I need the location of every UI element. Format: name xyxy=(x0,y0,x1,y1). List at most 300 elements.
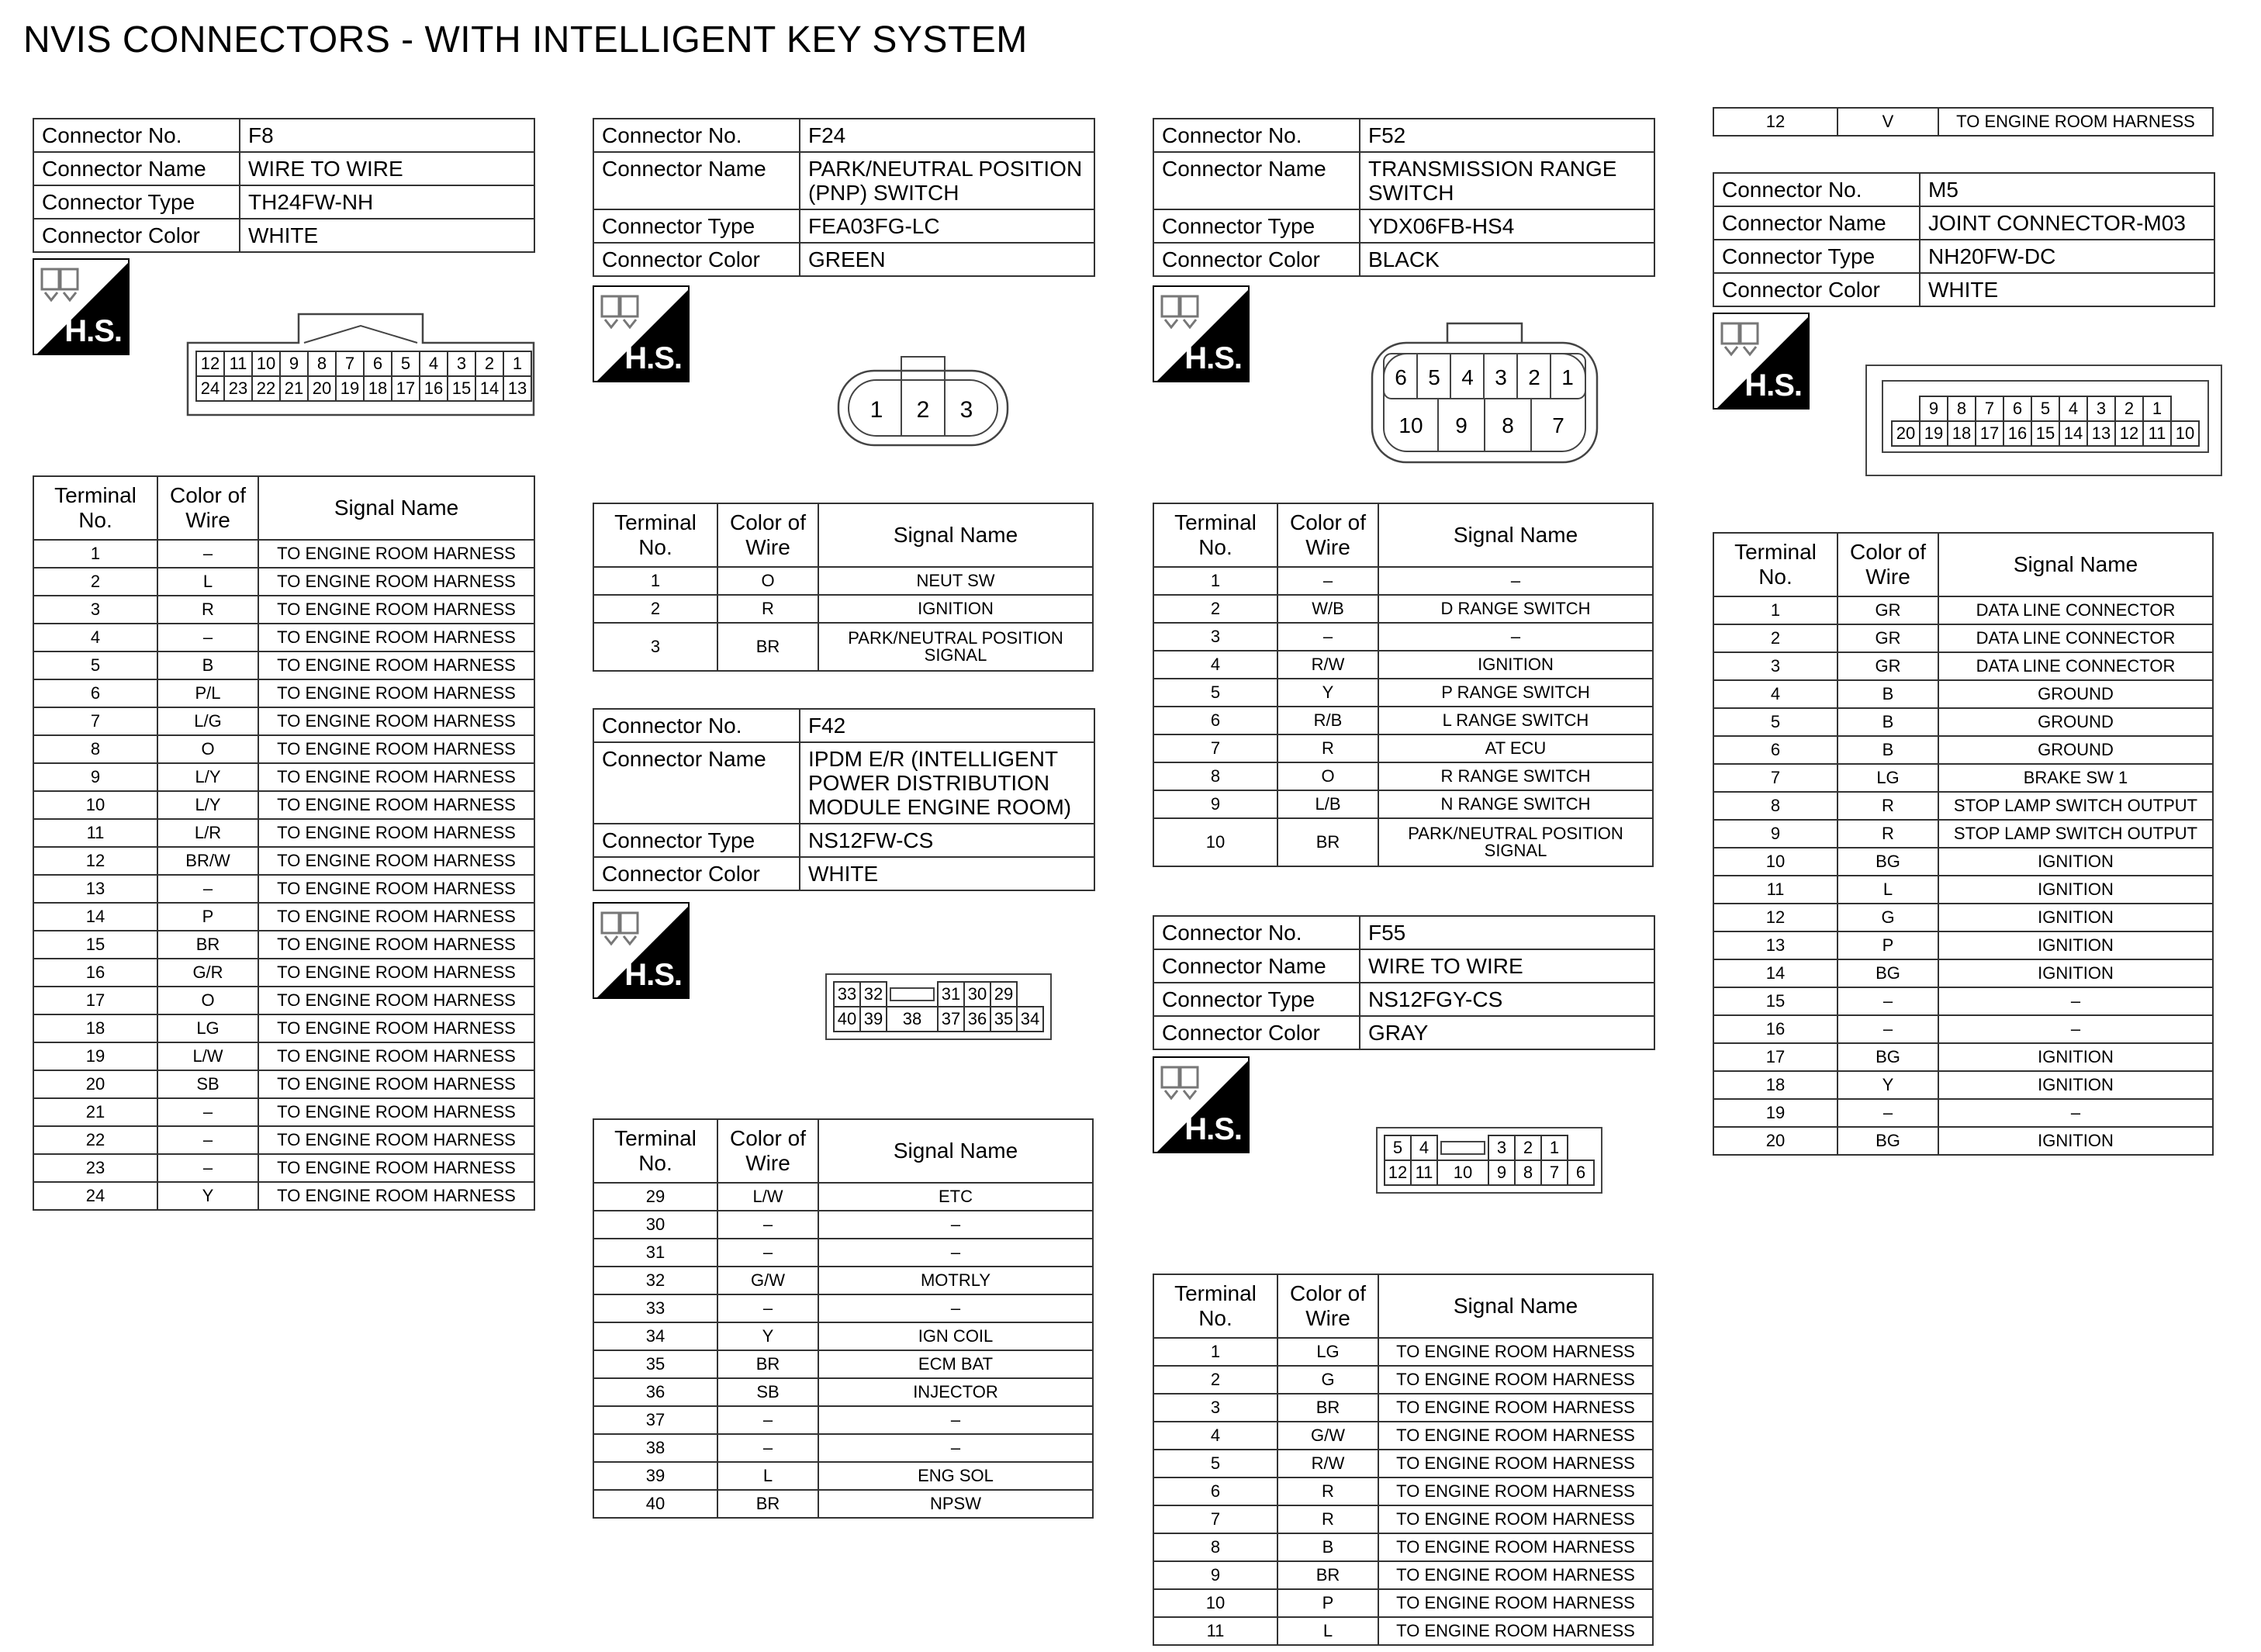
connector-pin: 15 xyxy=(2031,421,2059,446)
signal-name-cell: AT ECU xyxy=(1378,734,1653,762)
connector-pin: 9 xyxy=(1488,1160,1515,1185)
table-row xyxy=(33,791,534,819)
wire-color-cell: R/W xyxy=(1277,651,1378,679)
terminal-cell: 13 xyxy=(33,875,157,903)
connector-pin: 18 xyxy=(1948,421,1976,446)
terminal-cell: 21 xyxy=(33,1098,157,1126)
f42-connector-type: NS12FW-CS xyxy=(800,824,1094,857)
terminal-cell: 30 xyxy=(593,1211,717,1239)
connector-pin: 40 xyxy=(834,1007,860,1032)
f42-info-table: Connector No. F42 Connector Name IPDM E/R (INTELLIGENT POWER DISTRIBUTION MODULE ENGINE ROOM) Connector Type NS12FW-CS Connector Color WHITE xyxy=(593,708,1095,891)
wire-color-cell: L/W xyxy=(157,1042,258,1070)
terminal-cell: 11 xyxy=(33,819,157,847)
table-row xyxy=(593,1462,1093,1490)
table-row xyxy=(1713,792,2213,820)
table-row xyxy=(1153,1422,1653,1450)
wire-color-cell: B xyxy=(1837,708,1938,736)
wire-color-cell: G/W xyxy=(1277,1422,1378,1450)
wire-color-cell: R/B xyxy=(1277,707,1378,734)
connector-pin: 6 xyxy=(2003,396,2031,421)
wire-color-cell: BR xyxy=(1277,818,1378,866)
signal-name-cell: TO ENGINE ROOM HARNESS xyxy=(258,875,534,903)
connector-pin: 37 xyxy=(938,1007,964,1032)
table-row xyxy=(1713,108,2213,136)
harness-side-icon: H.S. xyxy=(593,285,690,382)
connector-pin: 12 xyxy=(2115,421,2143,446)
signal-name-cell: ENG SOL xyxy=(818,1462,1093,1490)
m5-connector-color: WHITE xyxy=(1920,273,2214,306)
signal-name-cell: GROUND xyxy=(1938,708,2213,736)
table-row xyxy=(1713,680,2213,708)
table-row xyxy=(1153,762,1653,790)
signal-name-cell: TO ENGINE ROOM HARNESS xyxy=(258,540,534,568)
table-row xyxy=(33,707,534,735)
wire-color-cell: G xyxy=(1837,904,1938,931)
f55-connector-face xyxy=(1376,1127,1602,1194)
signal-name-cell: DATA LINE CONNECTOR xyxy=(1938,652,2213,680)
terminal-cell: 18 xyxy=(1713,1071,1837,1099)
connector-key-slot xyxy=(890,987,935,1001)
terminal-cell: 12 xyxy=(1713,108,1837,136)
signal-name-cell: STOP LAMP SWITCH OUTPUT xyxy=(1938,792,2213,820)
connector-pin: 36 xyxy=(964,1007,990,1032)
signal-name-cell: TO ENGINE ROOM HARNESS xyxy=(258,1098,534,1126)
table-row xyxy=(1713,931,2213,959)
connector-pin: 13 xyxy=(503,376,531,401)
terminal-cell: 20 xyxy=(1713,1127,1837,1155)
table-row xyxy=(1153,595,1653,623)
connector-pin: 3 xyxy=(1488,1135,1515,1160)
terminal-cell: 15 xyxy=(1713,987,1837,1015)
terminal-cell: 39 xyxy=(593,1462,717,1490)
wire-color-cell: P xyxy=(157,903,258,931)
table-row xyxy=(1713,764,2213,792)
connector-pin: 30 xyxy=(964,982,990,1007)
terminal-cell: 6 xyxy=(1713,736,1837,764)
connector-pin: 8 xyxy=(1502,413,1514,437)
table-row xyxy=(33,931,534,959)
signal-name-cell: TO ENGINE ROOM HARNESS xyxy=(258,624,534,651)
table-row xyxy=(33,1182,534,1210)
connector-pin: 19 xyxy=(336,376,364,401)
wire-color-cell: O xyxy=(157,987,258,1014)
terminal-cell: 5 xyxy=(1713,708,1837,736)
f55-info-table: Connector No. F55 Connector Name WIRE TO WIRE Connector Type NS12FGY-CS Connector Color GRAY xyxy=(1153,915,1655,1050)
table-row xyxy=(33,735,534,763)
table-row xyxy=(33,596,534,624)
wire-color-cell: L xyxy=(157,568,258,596)
terminal-cell: 19 xyxy=(33,1042,157,1070)
connector-pin: 8 xyxy=(308,351,336,376)
signal-name-cell: DATA LINE CONNECTOR xyxy=(1938,596,2213,624)
signal-name-cell: IGNITION xyxy=(1378,651,1653,679)
terminal-cell: 29 xyxy=(593,1183,717,1211)
signal-name-cell: TO ENGINE ROOM HARNESS xyxy=(258,847,534,875)
table-row xyxy=(33,847,534,875)
table-row xyxy=(1713,820,2213,848)
f24-connector-type: FEA03FG-LC xyxy=(800,209,1094,243)
connector-pin: 31 xyxy=(938,982,964,1007)
connector-pin: 3 xyxy=(448,351,475,376)
connector-pin: 24 xyxy=(196,376,224,401)
f24-connector-name: PARK/NEUTRAL POSITION (PNP) SWITCH xyxy=(800,152,1094,209)
connector-pin: 1 xyxy=(1561,365,1574,389)
f24-connector-no: F24 xyxy=(800,119,1094,152)
terminal-cell: 24 xyxy=(33,1182,157,1210)
signal-name-cell: TO ENGINE ROOM HARNESS xyxy=(258,651,534,679)
wire-color-cell: R xyxy=(157,596,258,624)
connector-pin: 10 xyxy=(252,351,280,376)
signal-name-cell: INJECTOR xyxy=(818,1378,1093,1406)
terminal-cell: 9 xyxy=(33,763,157,791)
signal-name-cell: IGNITION xyxy=(1938,959,2213,987)
wire-color-cell: – xyxy=(717,1211,818,1239)
wire-color-cell: L xyxy=(1277,1617,1378,1645)
connector-pin: 7 xyxy=(1976,396,2003,421)
terminal-cell: 17 xyxy=(1713,1043,1837,1071)
terminal-cell: 10 xyxy=(1153,818,1277,866)
connector-pin: 29 xyxy=(990,982,1017,1007)
connector-pin: 35 xyxy=(990,1007,1017,1032)
terminal-cell: 8 xyxy=(33,735,157,763)
terminal-cell: 4 xyxy=(33,624,157,651)
table-row xyxy=(593,1294,1093,1322)
terminal-cell: 3 xyxy=(33,596,157,624)
f24-pin: 3 xyxy=(959,397,973,423)
signal-name-cell: L RANGE SWITCH xyxy=(1378,707,1653,734)
f55-connector-no: F55 xyxy=(1360,916,1654,949)
wire-color-cell: BR xyxy=(717,623,818,671)
wire-color-cell: L/B xyxy=(1277,790,1378,818)
terminal-cell: 5 xyxy=(1153,679,1277,707)
connector-pin: 6 xyxy=(1395,365,1407,389)
signal-name-cell: TO ENGINE ROOM HARNESS xyxy=(1378,1589,1653,1617)
terminal-cell: 12 xyxy=(33,847,157,875)
signal-name-cell: IGNITION xyxy=(1938,848,2213,876)
f42-signal-table: Terminal No. Color of Wire Signal Name 29 L/W ETC 30 – – 31 – – 32 G/W MOTRLY 33 – – 34 Y IGN COIL 35 BR ECM BAT 36 SB INJECTOR 37 – – 38 – – 39 L ENG SOL 40 BR NPSW xyxy=(593,1118,1094,1519)
terminal-cell: 38 xyxy=(593,1434,717,1462)
terminal-cell: 4 xyxy=(1713,680,1837,708)
signal-name-cell: TO ENGINE ROOM HARNESS xyxy=(258,1126,534,1154)
connector-pin: 21 xyxy=(280,376,308,401)
connector-pin: 38 xyxy=(887,1007,938,1032)
table-row xyxy=(593,1350,1093,1378)
terminal-cell: 1 xyxy=(1153,1338,1277,1366)
terminal-cell: 7 xyxy=(1153,734,1277,762)
signal-name-cell: – xyxy=(1938,1099,2213,1127)
signal-name-cell: TO ENGINE ROOM HARNESS xyxy=(258,987,534,1014)
connector-pin: 17 xyxy=(1976,421,2003,446)
connector-pin: 13 xyxy=(2087,421,2115,446)
table-row xyxy=(33,568,534,596)
connector-pin: 17 xyxy=(392,376,420,401)
table-row xyxy=(1713,1071,2213,1099)
table-row xyxy=(1713,1099,2213,1127)
signal-name-cell: IGNITION xyxy=(1938,1071,2213,1099)
terminal-cell: 8 xyxy=(1153,762,1277,790)
terminal-cell: 10 xyxy=(1153,1589,1277,1617)
f52-info-table: Connector No. F52 Connector Name TRANSMISSION RANGE SWITCH Connector Type YDX06FB-HS4 Connector Color BLACK xyxy=(1153,118,1655,277)
signal-name-cell: IGN COIL xyxy=(818,1322,1093,1350)
connector-pin: 14 xyxy=(2059,421,2087,446)
terminal-cell: 1 xyxy=(593,567,717,595)
table-row xyxy=(1153,1477,1653,1505)
connector-pin: 8 xyxy=(1948,396,1976,421)
terminal-cell: 10 xyxy=(1713,848,1837,876)
connector-pin: 1 xyxy=(1541,1135,1568,1160)
terminal-cell: 6 xyxy=(1153,707,1277,734)
wire-color-cell: SB xyxy=(157,1070,258,1098)
wire-color-cell: L/W xyxy=(717,1183,818,1211)
terminal-cell: 19 xyxy=(1713,1099,1837,1127)
connector-pin: 2 xyxy=(475,351,503,376)
connector-pin: 1 xyxy=(2143,396,2171,421)
terminal-cell: 8 xyxy=(1153,1533,1277,1561)
wire-color-cell: BR xyxy=(717,1350,818,1378)
wire-color-cell: – xyxy=(717,1239,818,1267)
signal-name-cell: TO ENGINE ROOM HARNESS xyxy=(258,679,534,707)
signal-name-cell: NEUT SW xyxy=(818,567,1093,595)
signal-name-cell: TO ENGINE ROOM HARNESS xyxy=(1378,1394,1653,1422)
signal-name-cell: – xyxy=(818,1406,1093,1434)
connector-pin: 5 xyxy=(1385,1135,1411,1160)
connector-pin: 22 xyxy=(252,376,280,401)
terminal-cell: 12 xyxy=(1713,904,1837,931)
table-row xyxy=(593,1267,1093,1294)
connector-pin: 11 xyxy=(224,351,252,376)
wire-color-cell: G/W xyxy=(717,1267,818,1294)
terminal-cell: 31 xyxy=(593,1239,717,1267)
table-row xyxy=(1153,1366,1653,1394)
table-row xyxy=(33,1154,534,1182)
table-row xyxy=(1153,734,1653,762)
terminal-cell: 2 xyxy=(1713,624,1837,652)
connector-pin: 16 xyxy=(420,376,448,401)
table-row xyxy=(1713,652,2213,680)
harness-side-icon: H.S. xyxy=(1153,285,1250,382)
connector-pin: 2 xyxy=(1515,1135,1541,1160)
f42-connector-no: F42 xyxy=(800,709,1094,742)
signal-name-cell: TO ENGINE ROOM HARNESS xyxy=(258,1182,534,1210)
table-row xyxy=(33,1014,534,1042)
signal-name-cell: TO ENGINE ROOM HARNESS xyxy=(1378,1450,1653,1477)
signal-name-cell: P RANGE SWITCH xyxy=(1378,679,1653,707)
wire-color-cell: P xyxy=(1837,931,1938,959)
wire-color-cell: W/B xyxy=(1277,595,1378,623)
signal-name-cell: TO ENGINE ROOM HARNESS xyxy=(258,1014,534,1042)
signal-name-cell: TO ENGINE ROOM HARNESS xyxy=(1378,1477,1653,1505)
wire-color-cell: – xyxy=(157,1154,258,1182)
signal-name-cell: TO ENGINE ROOM HARNESS xyxy=(258,707,534,735)
wire-color-cell: L xyxy=(1837,876,1938,904)
table-row xyxy=(1153,707,1653,734)
table-row xyxy=(1153,1505,1653,1533)
signal-name-cell: TO ENGINE ROOM HARNESS xyxy=(258,903,534,931)
signal-name-cell: – xyxy=(1378,623,1653,651)
wire-color-cell: L/R xyxy=(157,819,258,847)
terminal-cell: 3 xyxy=(1153,1394,1277,1422)
f8-connector-type: TH24FW-NH xyxy=(240,185,534,219)
wire-color-cell: GR xyxy=(1837,652,1938,680)
signal-name-cell: TO ENGINE ROOM HARNESS xyxy=(258,763,534,791)
table-row xyxy=(33,1098,534,1126)
signal-name-cell: TO ENGINE ROOM HARNESS xyxy=(1378,1338,1653,1366)
connector-key-slot xyxy=(1440,1141,1485,1155)
table-row xyxy=(593,1211,1093,1239)
wire-color-cell: BR xyxy=(1277,1394,1378,1422)
terminal-cell: 36 xyxy=(593,1378,717,1406)
wire-color-cell: – xyxy=(717,1294,818,1322)
connector-pin: 19 xyxy=(1920,421,1948,446)
table-row xyxy=(1713,904,2213,931)
connector-pin: 34 xyxy=(1017,1007,1043,1032)
table-row xyxy=(593,1239,1093,1267)
wire-color-cell: R xyxy=(1837,820,1938,848)
wire-color-cell: – xyxy=(157,540,258,568)
connector-pin: 7 xyxy=(1552,413,1564,437)
table-row xyxy=(593,1406,1093,1434)
wire-color-cell: – xyxy=(157,875,258,903)
connector-pin: 2 xyxy=(1528,365,1540,389)
signal-name-cell: TO ENGINE ROOM HARNESS xyxy=(258,735,534,763)
m5-connector-face xyxy=(1882,380,2209,453)
wire-color-cell: BR xyxy=(1277,1561,1378,1589)
f52-connector-type: YDX06FB-HS4 xyxy=(1360,209,1654,243)
f24-pin: 2 xyxy=(916,397,930,423)
connector-pin: 14 xyxy=(475,376,503,401)
connector-pin: 10 xyxy=(2171,421,2199,446)
connector-pin: 15 xyxy=(448,376,475,401)
terminal-cell: 23 xyxy=(33,1154,157,1182)
wire-color-cell: Y xyxy=(1277,679,1378,707)
wire-color-cell: Y xyxy=(717,1322,818,1350)
wire-color-cell: – xyxy=(1277,623,1378,651)
terminal-cell: 8 xyxy=(1713,792,1837,820)
f42-connector-face xyxy=(825,973,1052,1040)
wire-color-cell: – xyxy=(717,1406,818,1434)
connector-pin: 10 xyxy=(1437,1160,1488,1185)
table-row xyxy=(1153,623,1653,651)
m5-connector-type: NH20FW-DC xyxy=(1920,240,2214,273)
connector-spacer xyxy=(1892,396,1920,421)
terminal-cell: 6 xyxy=(33,679,157,707)
wire-color-cell: – xyxy=(1837,1015,1938,1043)
wire-color-cell: GR xyxy=(1837,596,1938,624)
table-row xyxy=(593,595,1093,623)
table-row xyxy=(33,763,534,791)
wire-color-cell: B xyxy=(1837,680,1938,708)
table-row xyxy=(33,540,534,568)
table-row xyxy=(593,1378,1093,1406)
table-row xyxy=(1153,1533,1653,1561)
connector-pin: 18 xyxy=(364,376,392,401)
terminal-cell: 20 xyxy=(33,1070,157,1098)
signal-name-cell: TO ENGINE ROOM HARNESS xyxy=(258,1070,534,1098)
terminal-cell: 3 xyxy=(593,623,717,671)
table-row xyxy=(1153,567,1653,595)
terminal-cell: 2 xyxy=(593,595,717,623)
connector-pin: 1 xyxy=(503,351,531,376)
signal-name-cell: TO ENGINE ROOM HARNESS xyxy=(258,596,534,624)
wire-color-cell: R/W xyxy=(1277,1450,1378,1477)
wire-color-cell: V xyxy=(1837,108,1938,136)
connector-pin: 10 xyxy=(1398,413,1423,437)
terminal-cell: 7 xyxy=(33,707,157,735)
signal-name-cell: TO ENGINE ROOM HARNESS xyxy=(258,819,534,847)
signal-name-cell: TO ENGINE ROOM HARNESS xyxy=(1378,1366,1653,1394)
signal-name-cell: TO ENGINE ROOM HARNESS xyxy=(1378,1533,1653,1561)
wire-color-cell: LG xyxy=(1837,764,1938,792)
table-row xyxy=(33,987,534,1014)
signal-name-cell: IGNITION xyxy=(1938,1043,2213,1071)
signal-name-cell: TO ENGINE ROOM HARNESS xyxy=(1378,1617,1653,1645)
signal-name-cell: NPSW xyxy=(818,1490,1093,1518)
f55-connector-type: NS12FGY-CS xyxy=(1360,983,1654,1016)
harness-side-icon: H.S. xyxy=(593,902,690,999)
wire-color-cell: B xyxy=(157,651,258,679)
f52-connector-name: TRANSMISSION RANGE SWITCH xyxy=(1360,152,1654,209)
terminal-cell: 3 xyxy=(1153,623,1277,651)
wire-color-cell: – xyxy=(1837,987,1938,1015)
f52-signal-table: Terminal No. Color of Wire Signal Name 1 – – 2 W/B D RANGE SWITCH 3 – – 4 R/W IGNITION 5 Y P RANGE SWITCH 6 R/B L RANGE SWITCH 7 R AT ECU 8 O R RANGE SWITCH 9 L/B N RANGE SWITCH 10 BR PARK/NEUTRAL POSITION SIGNAL xyxy=(1153,503,1654,867)
signal-name-cell: BRAKE SW 1 xyxy=(1938,764,2213,792)
f8-connector-no: F8 xyxy=(240,119,534,152)
f24-info-table: Connector No. F24 Connector Name PARK/NEUTRAL POSITION (PNP) SWITCH Connector Type FEA03FG-LC Connector Color GREEN xyxy=(593,118,1095,277)
table-row xyxy=(33,1042,534,1070)
connector-pin: 3 xyxy=(2087,396,2115,421)
signal-name-cell: – xyxy=(818,1239,1093,1267)
terminal-cell: 32 xyxy=(593,1267,717,1294)
f8-connector-name: WIRE TO WIRE xyxy=(240,152,534,185)
table-row xyxy=(1713,1015,2213,1043)
terminal-cell: 14 xyxy=(1713,959,1837,987)
table-row xyxy=(1713,624,2213,652)
wire-color-cell: R xyxy=(717,595,818,623)
connector-pin: 7 xyxy=(1541,1160,1568,1185)
wire-color-cell: BR xyxy=(717,1490,818,1518)
connector-pin: 11 xyxy=(1411,1160,1437,1185)
signal-name-cell: TO ENGINE ROOM HARNESS xyxy=(258,791,534,819)
signal-name-cell: ETC xyxy=(818,1183,1093,1211)
wire-color-cell: BG xyxy=(1837,1127,1938,1155)
connector-pin: 3 xyxy=(1495,365,1507,389)
wire-color-cell: BR/W xyxy=(157,847,258,875)
wire-color-cell: BG xyxy=(1837,1043,1938,1071)
connector-pin: 4 xyxy=(2059,396,2087,421)
signal-name-cell: IGNITION xyxy=(1938,876,2213,904)
f24-connector-color: GREEN xyxy=(800,243,1094,276)
table-row xyxy=(1713,848,2213,876)
wire-color-cell: R xyxy=(1277,1505,1378,1533)
connector-pin: 20 xyxy=(1892,421,1920,446)
f8-info-table: Connector No. F8 Connector Name WIRE TO WIRE Connector Type TH24FW-NH Connector Color WHITE xyxy=(33,118,535,253)
signal-name-cell: ECM BAT xyxy=(818,1350,1093,1378)
signal-name-cell: TO ENGINE ROOM HARNESS xyxy=(1378,1561,1653,1589)
connector-pin: 33 xyxy=(834,982,860,1007)
wire-color-cell: G/R xyxy=(157,959,258,987)
wire-color-cell: Y xyxy=(1837,1071,1938,1099)
table-row xyxy=(1153,818,1653,866)
connector-pin: 4 xyxy=(420,351,448,376)
signal-name-cell: – xyxy=(1378,567,1653,595)
terminal-cell: 15 xyxy=(33,931,157,959)
signal-name-cell: DATA LINE CONNECTOR xyxy=(1938,624,2213,652)
wire-color-cell: Y xyxy=(157,1182,258,1210)
terminal-cell: 33 xyxy=(593,1294,717,1322)
f55-connector-name: WIRE TO WIRE xyxy=(1360,949,1654,983)
table-row xyxy=(593,1490,1093,1518)
terminal-cell: 14 xyxy=(33,903,157,931)
